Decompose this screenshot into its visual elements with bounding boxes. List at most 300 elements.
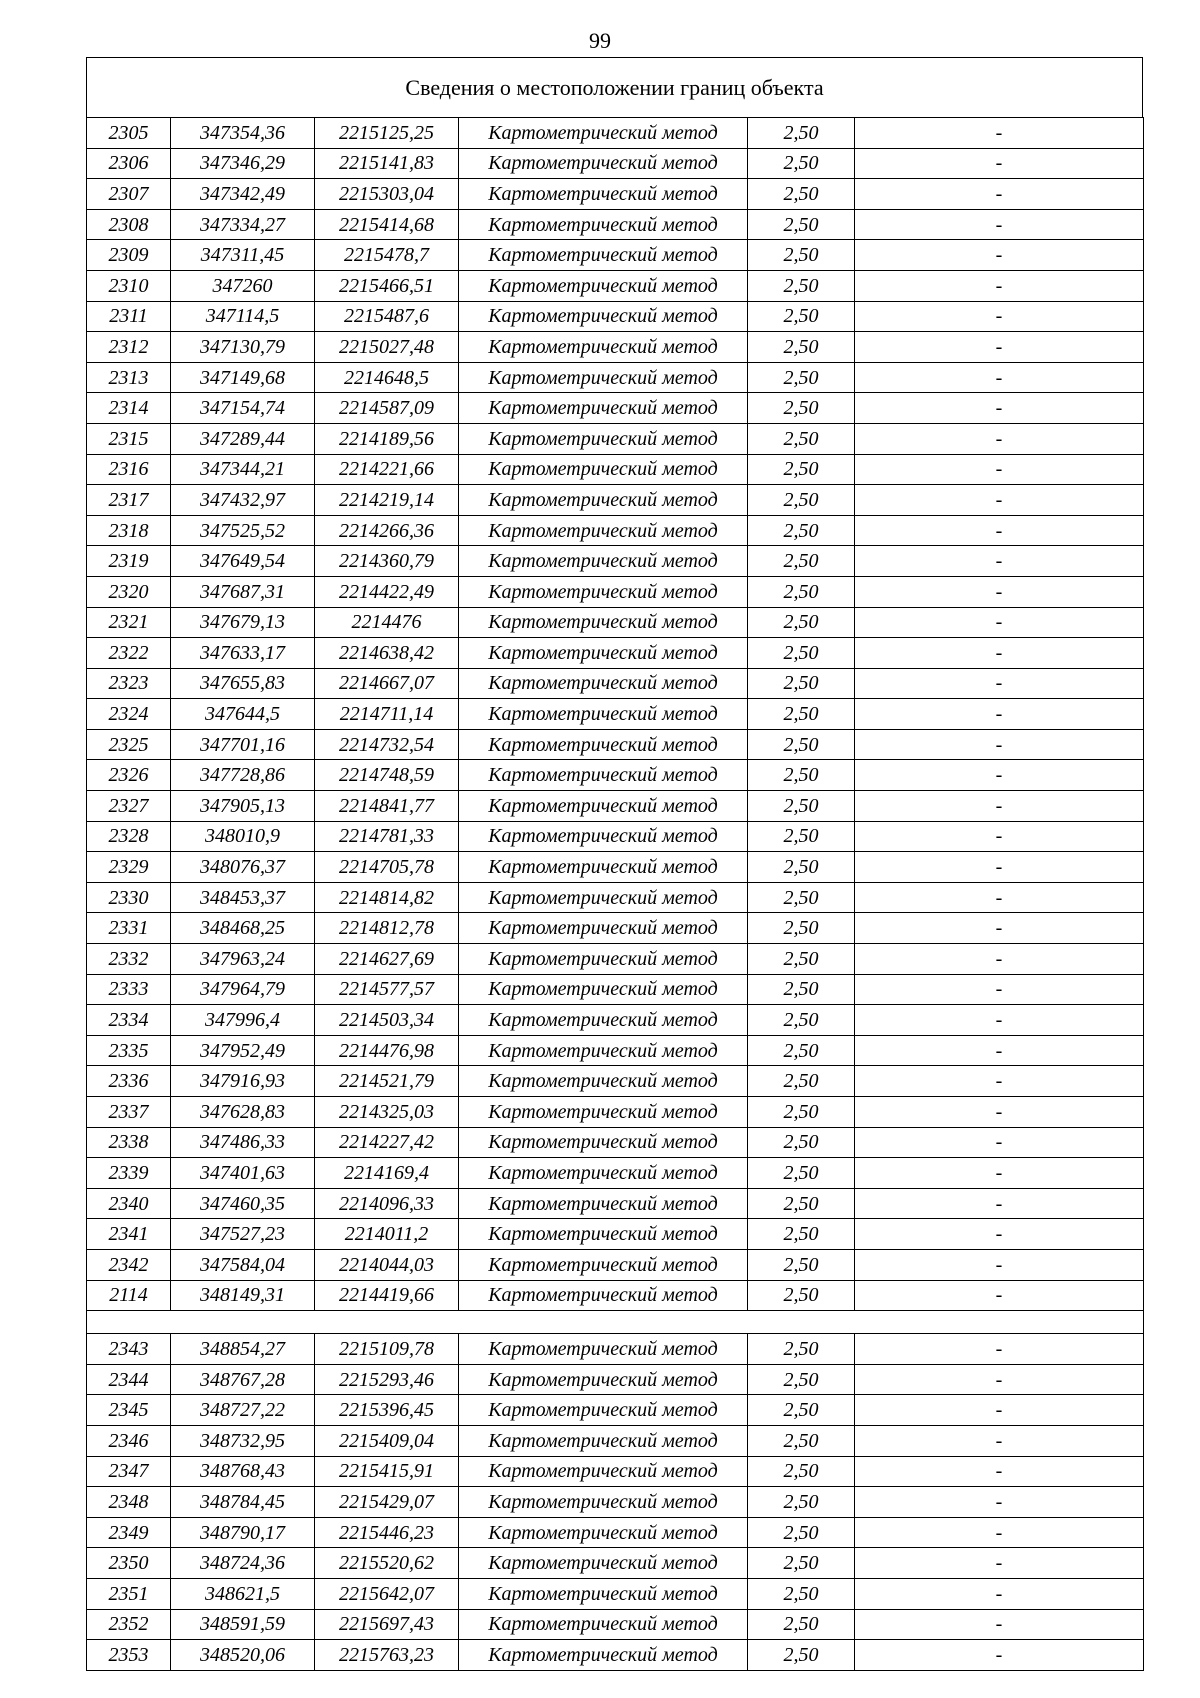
description-cell: - [855, 1219, 1144, 1250]
method-cell: Картометрический метод [459, 1158, 748, 1189]
point-number-cell: 2313 [87, 362, 171, 393]
x-coordinate-cell: 347963,24 [171, 944, 315, 975]
table-row [87, 1066, 1144, 1097]
point-number-cell: 2310 [87, 270, 171, 301]
method-cell: Картометрический метод [459, 546, 748, 577]
y-coordinate-cell: 2214587,09 [315, 393, 459, 424]
x-coordinate-cell: 347628,83 [171, 1097, 315, 1128]
method-cell: Картометрический метод [459, 1640, 748, 1671]
table-row [87, 1219, 1144, 1250]
y-coordinate-cell: 2215466,51 [315, 270, 459, 301]
accuracy-cell: 2,50 [748, 760, 855, 791]
description-cell: - [855, 1517, 1144, 1548]
x-coordinate-cell: 348784,45 [171, 1487, 315, 1518]
point-number-cell: 2327 [87, 791, 171, 822]
method-cell: Картометрический метод [459, 852, 748, 883]
x-coordinate-cell: 348767,28 [171, 1364, 315, 1395]
x-coordinate-cell: 347130,79 [171, 332, 315, 363]
y-coordinate-cell: 2215396,45 [315, 1395, 459, 1426]
accuracy-cell: 2,50 [748, 1640, 855, 1671]
y-coordinate-cell: 2214419,66 [315, 1280, 459, 1311]
description-cell: - [855, 699, 1144, 730]
x-coordinate-cell: 348149,31 [171, 1280, 315, 1311]
description-cell: - [855, 301, 1144, 332]
y-coordinate-cell: 2214627,69 [315, 944, 459, 975]
point-number-cell: 2319 [87, 546, 171, 577]
table-row [87, 607, 1144, 638]
description-cell: - [855, 209, 1144, 240]
y-coordinate-cell: 2214169,4 [315, 1158, 459, 1189]
x-coordinate-cell: 348591,59 [171, 1609, 315, 1640]
x-coordinate-cell: 347114,5 [171, 301, 315, 332]
method-cell: Картометрический метод [459, 118, 748, 149]
description-cell: - [855, 118, 1144, 149]
accuracy-cell: 2,50 [748, 882, 855, 913]
point-number-cell: 2350 [87, 1548, 171, 1579]
table-row [87, 209, 1144, 240]
accuracy-cell: 2,50 [748, 148, 855, 179]
method-cell: Картометрический метод [459, 1066, 748, 1097]
description-cell: - [855, 974, 1144, 1005]
table-body [87, 118, 1144, 1671]
x-coordinate-cell: 347354,36 [171, 118, 315, 149]
table-row [87, 332, 1144, 363]
accuracy-cell: 2,50 [748, 546, 855, 577]
description-cell: - [855, 546, 1144, 577]
accuracy-cell: 2,50 [748, 607, 855, 638]
table-row [87, 485, 1144, 516]
accuracy-cell: 2,50 [748, 1219, 855, 1250]
x-coordinate-cell: 347149,68 [171, 362, 315, 393]
table-row [87, 1188, 1144, 1219]
method-cell: Картометрический метод [459, 301, 748, 332]
y-coordinate-cell: 2214219,14 [315, 485, 459, 516]
table-row [87, 1425, 1144, 1456]
accuracy-cell: 2,50 [748, 729, 855, 760]
table-row [87, 913, 1144, 944]
x-coordinate-cell: 348520,06 [171, 1640, 315, 1671]
x-coordinate-cell: 347525,52 [171, 515, 315, 546]
point-number-cell: 2336 [87, 1066, 171, 1097]
table-row [87, 1578, 1144, 1609]
point-number-cell: 2308 [87, 209, 171, 240]
y-coordinate-cell: 2214044,03 [315, 1249, 459, 1280]
separator-cell [87, 1311, 1144, 1334]
point-number-cell: 2322 [87, 638, 171, 669]
table-row [87, 1456, 1144, 1487]
x-coordinate-cell: 347687,31 [171, 576, 315, 607]
y-coordinate-cell: 2214266,36 [315, 515, 459, 546]
point-number-cell: 2314 [87, 393, 171, 424]
x-coordinate-cell: 347289,44 [171, 423, 315, 454]
table-row [87, 1158, 1144, 1189]
accuracy-cell: 2,50 [748, 209, 855, 240]
table-row [87, 1334, 1144, 1365]
point-number-cell: 2317 [87, 485, 171, 516]
y-coordinate-cell: 2215414,68 [315, 209, 459, 240]
method-cell: Картометрический метод [459, 179, 748, 210]
y-coordinate-cell: 2215109,78 [315, 1334, 459, 1365]
y-coordinate-cell: 2215141,83 [315, 148, 459, 179]
table-row [87, 179, 1144, 210]
method-cell: Картометрический метод [459, 668, 748, 699]
table-row [87, 454, 1144, 485]
x-coordinate-cell: 348727,22 [171, 1395, 315, 1426]
accuracy-cell: 2,50 [748, 332, 855, 363]
x-coordinate-cell: 348724,36 [171, 1548, 315, 1579]
accuracy-cell: 2,50 [748, 576, 855, 607]
method-cell: Картометрический метод [459, 362, 748, 393]
description-cell: - [855, 1487, 1144, 1518]
description-cell: - [855, 821, 1144, 852]
method-cell: Картометрический метод [459, 454, 748, 485]
method-cell: Картометрический метод [459, 1517, 748, 1548]
point-number-cell: 2331 [87, 913, 171, 944]
accuracy-cell: 2,50 [748, 1548, 855, 1579]
method-cell: Картометрический метод [459, 1456, 748, 1487]
point-number-cell: 2349 [87, 1517, 171, 1548]
method-cell: Картометрический метод [459, 1425, 748, 1456]
method-cell: Картометрический метод [459, 1219, 748, 1250]
point-number-cell: 2328 [87, 821, 171, 852]
accuracy-cell: 2,50 [748, 515, 855, 546]
table-row [87, 423, 1144, 454]
y-coordinate-cell: 2214638,42 [315, 638, 459, 669]
table-row [87, 852, 1144, 883]
x-coordinate-cell: 347649,54 [171, 546, 315, 577]
table-row [87, 362, 1144, 393]
description-cell: - [855, 852, 1144, 883]
x-coordinate-cell: 347342,49 [171, 179, 315, 210]
description-cell: - [855, 1066, 1144, 1097]
accuracy-cell: 2,50 [748, 179, 855, 210]
description-cell: - [855, 791, 1144, 822]
point-number-cell: 2351 [87, 1578, 171, 1609]
y-coordinate-cell: 2215303,04 [315, 179, 459, 210]
accuracy-cell: 2,50 [748, 118, 855, 149]
description-cell: - [855, 240, 1144, 271]
method-cell: Картометрический метод [459, 1334, 748, 1365]
point-number-cell: 2309 [87, 240, 171, 271]
y-coordinate-cell: 2215125,25 [315, 118, 459, 149]
point-number-cell: 2330 [87, 882, 171, 913]
point-number-cell: 2333 [87, 974, 171, 1005]
table-row [87, 1035, 1144, 1066]
y-coordinate-cell: 2214096,33 [315, 1188, 459, 1219]
x-coordinate-cell: 347952,49 [171, 1035, 315, 1066]
method-cell: Картометрический метод [459, 1249, 748, 1280]
accuracy-cell: 2,50 [748, 1035, 855, 1066]
table-row [87, 1548, 1144, 1579]
x-coordinate-cell: 347964,79 [171, 974, 315, 1005]
table-row [87, 1364, 1144, 1395]
y-coordinate-cell: 2215697,43 [315, 1609, 459, 1640]
x-coordinate-cell: 347584,04 [171, 1249, 315, 1280]
accuracy-cell: 2,50 [748, 1609, 855, 1640]
x-coordinate-cell: 347460,35 [171, 1188, 315, 1219]
method-cell: Картометрический метод [459, 485, 748, 516]
accuracy-cell: 2,50 [748, 1097, 855, 1128]
x-coordinate-cell: 347644,5 [171, 699, 315, 730]
description-cell: - [855, 1548, 1144, 1579]
description-cell: - [855, 515, 1144, 546]
description-cell: - [855, 1097, 1144, 1128]
description-cell: - [855, 1425, 1144, 1456]
y-coordinate-cell: 2215478,7 [315, 240, 459, 271]
accuracy-cell: 2,50 [748, 1280, 855, 1311]
table-row [87, 699, 1144, 730]
description-cell: - [855, 607, 1144, 638]
point-number-cell: 2325 [87, 729, 171, 760]
y-coordinate-cell: 2214476,98 [315, 1035, 459, 1066]
method-cell: Картометрический метод [459, 944, 748, 975]
table-row [87, 148, 1144, 179]
x-coordinate-cell: 347344,21 [171, 454, 315, 485]
accuracy-cell: 2,50 [748, 362, 855, 393]
x-coordinate-cell: 347334,27 [171, 209, 315, 240]
table-row [87, 1487, 1144, 1518]
accuracy-cell: 2,50 [748, 1334, 855, 1365]
description-cell: - [855, 760, 1144, 791]
accuracy-cell: 2,50 [748, 699, 855, 730]
table-row [87, 821, 1144, 852]
method-cell: Картометрический метод [459, 1548, 748, 1579]
point-number-cell: 2347 [87, 1456, 171, 1487]
y-coordinate-cell: 2214360,79 [315, 546, 459, 577]
description-cell: - [855, 1364, 1144, 1395]
x-coordinate-cell: 347432,97 [171, 485, 315, 516]
accuracy-cell: 2,50 [748, 270, 855, 301]
x-coordinate-cell: 348453,37 [171, 882, 315, 913]
point-number-cell: 2305 [87, 118, 171, 149]
table-row [87, 882, 1144, 913]
method-cell: Картометрический метод [459, 423, 748, 454]
separator-row [87, 1311, 1144, 1334]
table-row [87, 301, 1144, 332]
x-coordinate-cell: 347728,86 [171, 760, 315, 791]
table-row [87, 1249, 1144, 1280]
x-coordinate-cell: 347311,45 [171, 240, 315, 271]
x-coordinate-cell: 348768,43 [171, 1456, 315, 1487]
method-cell: Картометрический метод [459, 270, 748, 301]
accuracy-cell: 2,50 [748, 852, 855, 883]
accuracy-cell: 2,50 [748, 668, 855, 699]
method-cell: Картометрический метод [459, 1578, 748, 1609]
method-cell: Картометрический метод [459, 576, 748, 607]
y-coordinate-cell: 2214781,33 [315, 821, 459, 852]
y-coordinate-cell: 2214732,54 [315, 729, 459, 760]
x-coordinate-cell: 347260 [171, 270, 315, 301]
x-coordinate-cell: 348621,5 [171, 1578, 315, 1609]
boundary-coordinates-table [86, 117, 1144, 1671]
table-row [87, 1640, 1144, 1671]
x-coordinate-cell: 348790,17 [171, 1517, 315, 1548]
accuracy-cell: 2,50 [748, 485, 855, 516]
point-number-cell: 2342 [87, 1249, 171, 1280]
description-cell: - [855, 148, 1144, 179]
point-number-cell: 2321 [87, 607, 171, 638]
table-row [87, 1097, 1144, 1128]
x-coordinate-cell: 347633,17 [171, 638, 315, 669]
table-row [87, 638, 1144, 669]
y-coordinate-cell: 2214812,78 [315, 913, 459, 944]
point-number-cell: 2320 [87, 576, 171, 607]
x-coordinate-cell: 347346,29 [171, 148, 315, 179]
point-number-cell: 2311 [87, 301, 171, 332]
accuracy-cell: 2,50 [748, 1005, 855, 1036]
description-cell: - [855, 270, 1144, 301]
y-coordinate-cell: 2214711,14 [315, 699, 459, 730]
point-number-cell: 2324 [87, 699, 171, 730]
description-cell: - [855, 1640, 1144, 1671]
point-number-cell: 2341 [87, 1219, 171, 1250]
table-row [87, 1609, 1144, 1640]
point-number-cell: 2332 [87, 944, 171, 975]
description-cell: - [855, 1035, 1144, 1066]
accuracy-cell: 2,50 [748, 240, 855, 271]
point-number-cell: 2114 [87, 1280, 171, 1311]
method-cell: Картометрический метод [459, 821, 748, 852]
description-cell: - [855, 1005, 1144, 1036]
point-number-cell: 2344 [87, 1364, 171, 1395]
y-coordinate-cell: 2214476 [315, 607, 459, 638]
x-coordinate-cell: 347996,4 [171, 1005, 315, 1036]
accuracy-cell: 2,50 [748, 1425, 855, 1456]
method-cell: Картометрический метод [459, 1127, 748, 1158]
table-row [87, 1517, 1144, 1548]
x-coordinate-cell: 348468,25 [171, 913, 315, 944]
point-number-cell: 2340 [87, 1188, 171, 1219]
y-coordinate-cell: 2214705,78 [315, 852, 459, 883]
table-row [87, 1395, 1144, 1426]
description-cell: - [855, 729, 1144, 760]
method-cell: Картометрический метод [459, 760, 748, 791]
table-row [87, 944, 1144, 975]
x-coordinate-cell: 347701,16 [171, 729, 315, 760]
table-title-row [86, 57, 1143, 117]
point-number-cell: 2339 [87, 1158, 171, 1189]
accuracy-cell: 2,50 [748, 1456, 855, 1487]
table-row [87, 576, 1144, 607]
point-number-cell: 2312 [87, 332, 171, 363]
description-cell: - [855, 362, 1144, 393]
y-coordinate-cell: 2214748,59 [315, 760, 459, 791]
method-cell: Картометрический метод [459, 1364, 748, 1395]
page-number: 99 [589, 28, 611, 53]
method-cell: Картометрический метод [459, 882, 748, 913]
y-coordinate-cell: 2215409,04 [315, 1425, 459, 1456]
description-cell: - [855, 485, 1144, 516]
table-row [87, 515, 1144, 546]
method-cell: Картометрический метод [459, 974, 748, 1005]
method-cell: Картометрический метод [459, 729, 748, 760]
accuracy-cell: 2,50 [748, 1158, 855, 1189]
y-coordinate-cell: 2214648,5 [315, 362, 459, 393]
x-coordinate-cell: 347486,33 [171, 1127, 315, 1158]
method-cell: Картометрический метод [459, 332, 748, 363]
point-number-cell: 2329 [87, 852, 171, 883]
y-coordinate-cell: 2215293,46 [315, 1364, 459, 1395]
x-coordinate-cell: 347655,83 [171, 668, 315, 699]
method-cell: Картометрический метод [459, 699, 748, 730]
table-row [87, 1005, 1144, 1036]
method-cell: Картометрический метод [459, 1487, 748, 1518]
table-row [87, 791, 1144, 822]
y-coordinate-cell: 2214667,07 [315, 668, 459, 699]
description-cell: - [855, 1334, 1144, 1365]
y-coordinate-cell: 2214521,79 [315, 1066, 459, 1097]
method-cell: Картометрический метод [459, 1035, 748, 1066]
y-coordinate-cell: 2215415,91 [315, 1456, 459, 1487]
method-cell: Картометрический метод [459, 240, 748, 271]
y-coordinate-cell: 2214577,57 [315, 974, 459, 1005]
table-row [87, 118, 1144, 149]
table-row [87, 393, 1144, 424]
y-coordinate-cell: 2215027,48 [315, 332, 459, 363]
y-coordinate-cell: 2215446,23 [315, 1517, 459, 1548]
accuracy-cell: 2,50 [748, 1188, 855, 1219]
x-coordinate-cell: 347905,13 [171, 791, 315, 822]
accuracy-cell: 2,50 [748, 1517, 855, 1548]
description-cell: - [855, 882, 1144, 913]
method-cell: Картометрический метод [459, 1280, 748, 1311]
x-coordinate-cell: 347916,93 [171, 1066, 315, 1097]
table-row [87, 1127, 1144, 1158]
method-cell: Картометрический метод [459, 1005, 748, 1036]
description-cell: - [855, 1127, 1144, 1158]
method-cell: Картометрический метод [459, 148, 748, 179]
point-number-cell: 2353 [87, 1640, 171, 1671]
accuracy-cell: 2,50 [748, 423, 855, 454]
point-number-cell: 2318 [87, 515, 171, 546]
description-cell: - [855, 1249, 1144, 1280]
point-number-cell: 2316 [87, 454, 171, 485]
accuracy-cell: 2,50 [748, 638, 855, 669]
description-cell: - [855, 1158, 1144, 1189]
method-cell: Картометрический метод [459, 515, 748, 546]
description-cell: - [855, 332, 1144, 363]
description-cell: - [855, 423, 1144, 454]
method-cell: Картометрический метод [459, 1395, 748, 1426]
table-title: Сведения о местоположении границ объекта [405, 74, 824, 100]
method-cell: Картометрический метод [459, 209, 748, 240]
method-cell: Картометрический метод [459, 638, 748, 669]
description-cell: - [855, 913, 1144, 944]
x-coordinate-cell: 347679,13 [171, 607, 315, 638]
accuracy-cell: 2,50 [748, 301, 855, 332]
y-coordinate-cell: 2214503,34 [315, 1005, 459, 1036]
method-cell: Картометрический метод [459, 791, 748, 822]
point-number-cell: 2306 [87, 148, 171, 179]
description-cell: - [855, 454, 1144, 485]
description-cell: - [855, 1578, 1144, 1609]
y-coordinate-cell: 2214221,66 [315, 454, 459, 485]
x-coordinate-cell: 348854,27 [171, 1334, 315, 1365]
description-cell: - [855, 1395, 1144, 1426]
x-coordinate-cell: 347527,23 [171, 1219, 315, 1250]
x-coordinate-cell: 348076,37 [171, 852, 315, 883]
y-coordinate-cell: 2215520,62 [315, 1548, 459, 1579]
accuracy-cell: 2,50 [748, 1364, 855, 1395]
point-number-cell: 2348 [87, 1487, 171, 1518]
y-coordinate-cell: 2214227,42 [315, 1127, 459, 1158]
y-coordinate-cell: 2214189,56 [315, 423, 459, 454]
description-cell: - [855, 1188, 1144, 1219]
point-number-cell: 2326 [87, 760, 171, 791]
point-number-cell: 2335 [87, 1035, 171, 1066]
x-coordinate-cell: 347401,63 [171, 1158, 315, 1189]
table-row [87, 240, 1144, 271]
